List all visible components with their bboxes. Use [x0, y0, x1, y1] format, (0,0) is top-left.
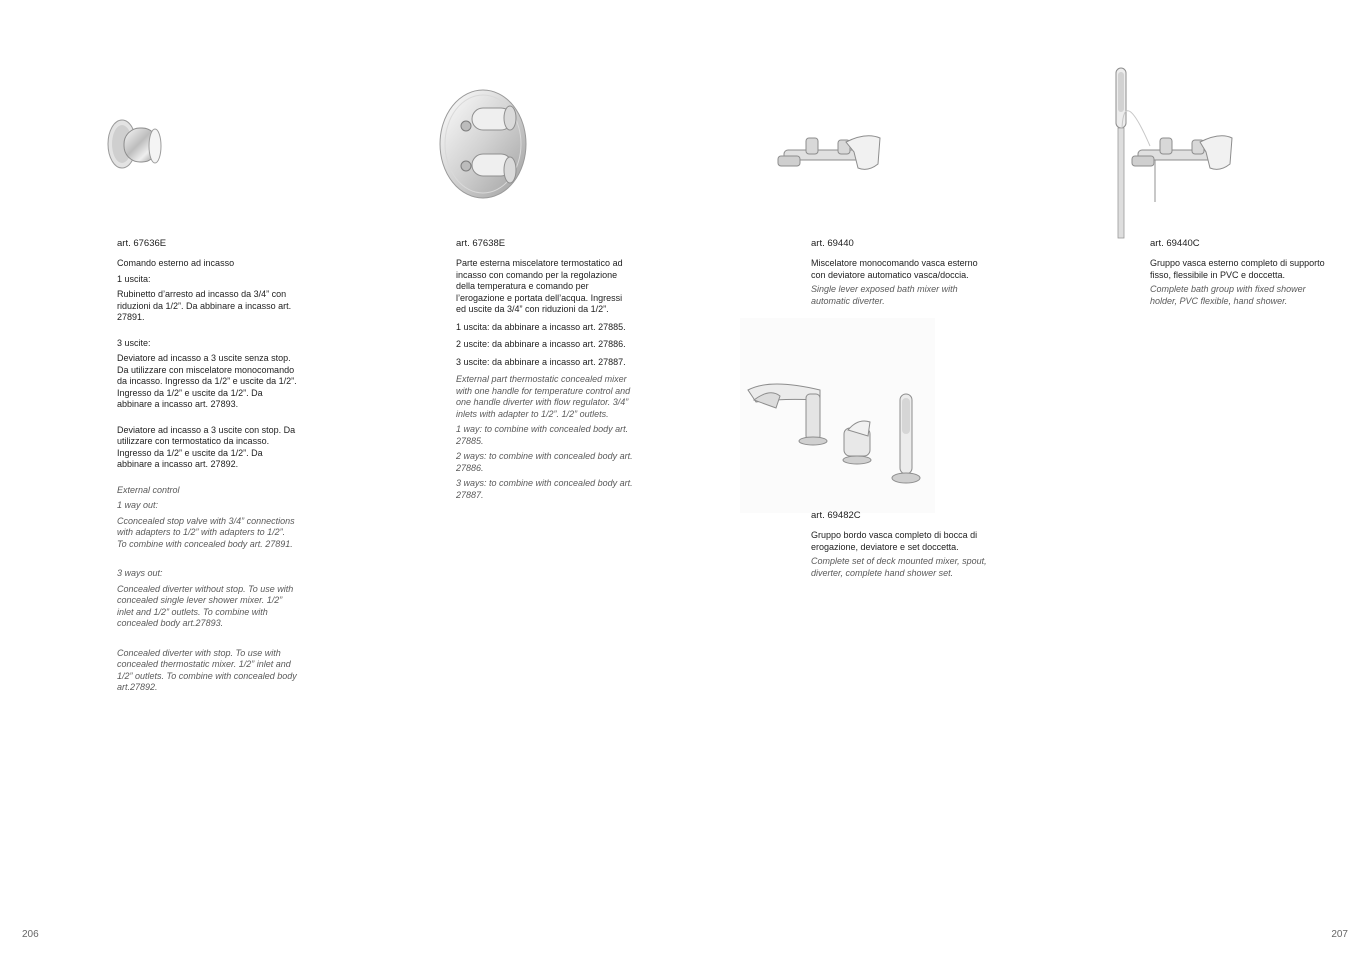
- english-3way-heading: 3 ways out:: [117, 568, 163, 578]
- product-69440c: [1150, 238, 1332, 311]
- article-number: art. 69482C: [811, 510, 861, 521]
- product-69482c: [811, 510, 991, 583]
- italian-3way: 3 uscite: da abbinare a incasso art. 27887.: [456, 356, 626, 367]
- page-number-right: 207: [1331, 929, 1348, 940]
- italian-3way-text-a: Deviatore ad incasso a 3 uscite senza stop. Da utilizzare con miscelatore monocomando da incasso. Ingresso da 1/2” e uscite da 1/2”. Ingresso da 1/2” e uscite da 1/2”. Da abbinare a incasso art. 27893.: [117, 353, 297, 409]
- product-69440: [811, 238, 986, 311]
- article-number: art. 69440C: [1150, 238, 1200, 249]
- page-number-left: 206: [22, 929, 39, 940]
- english-3way-text-b: Concealed diverter with stop. To use with concealed thermostatic mixer. 1/2” inlet and 1/2” outlets. To combine with concealed body art.27892.: [117, 647, 297, 692]
- product-image-67636e: [100, 110, 170, 180]
- english-description: Complete set of deck mounted mixer, spout, diverter, complete hand shower set.: [811, 556, 987, 578]
- article-number: art. 69440: [811, 238, 854, 249]
- english-1way: 1 way: to combine with concealed body art. 27885.: [456, 424, 629, 446]
- english-3way-text-a: Concealed diverter without stop. To use with concealed single lever shower mixer. 1/2” inlet and 1/2” outlets. To combine with concealed body art.27893.: [117, 583, 294, 628]
- english-title: External control: [117, 484, 180, 495]
- english-1way-text: Cconcealed stop valve with 3/4” connections with adapters to 1/2” with adapters to 1/2”. To combine with concealed body art. 27891.: [117, 515, 295, 549]
- italian-3way-text-b: Deviatore ad incasso a 3 uscite con stop. Da utilizzare con termostatico da incasso. Ingresso da 1/2” e uscite da 1/2”. Da abbinare a incasso art. 27892.: [117, 424, 296, 469]
- italian-2way: 2 uscite: da abbinare a incasso art. 27886.: [456, 339, 626, 349]
- product-image-69440c: [1110, 66, 1240, 241]
- italian-description: Gruppo vasca esterno completo di supporto fisso, flessibile in PVC e doccetta.: [1150, 258, 1325, 280]
- italian-description: Gruppo bordo vasca completo di bocca di erogazione, deviatore e set doccetta.: [811, 530, 978, 552]
- italian-1way-heading: 1 uscita:: [117, 273, 151, 284]
- italian-description: Miscelatore monocomando vasca esterno con deviatore automatico vasca/doccia.: [811, 258, 978, 280]
- product-image-67638e: [438, 88, 533, 203]
- italian-1way-text: Rubinetto d’arresto ad incasso da 3/4” con riduzioni da 1/2”. Da abbinare a incasso art. 27891.: [117, 289, 292, 322]
- italian-title: Comando esterno ad incasso: [117, 258, 235, 268]
- english-description: Complete bath group with fixed shower holder, PVC flexible, hand shower.: [1150, 284, 1306, 306]
- english-description: Single lever exposed bath mixer with automatic diverter.: [811, 284, 958, 306]
- english-3way: 3 ways: to combine with concealed body art. 27887.: [456, 478, 633, 500]
- article-number: art. 67636E: [117, 238, 167, 249]
- italian-3way-heading: 3 uscite:: [117, 337, 151, 348]
- italian-1way: 1 uscita: da abbinare a incasso art. 27885.: [456, 321, 626, 332]
- product-image-69440: [776, 128, 886, 178]
- product-image-69482c: [740, 318, 935, 513]
- english-2way: 2 ways: to combine with concealed body art. 27886.: [456, 451, 633, 473]
- english-description: External part thermostatic concealed mixer with one handle for temperature control and one handle diverter with flow regulator. 3/4” inlets with adapter to 1/2”. 1/2” outlets.: [456, 374, 631, 419]
- english-1way-heading: 1 way out:: [117, 500, 159, 510]
- article-number: art. 67638E: [456, 238, 506, 249]
- product-67636e: [117, 238, 297, 698]
- italian-description: Parte esterna miscelatore termostatico ad incasso con comando per la regolazione della temperatura e comando per l’erogazione e portata dell’acqua. Ingressi ed uscite da 3/4” con riduzioni da 1/2”.: [456, 258, 623, 314]
- product-67638e: [456, 238, 634, 505]
